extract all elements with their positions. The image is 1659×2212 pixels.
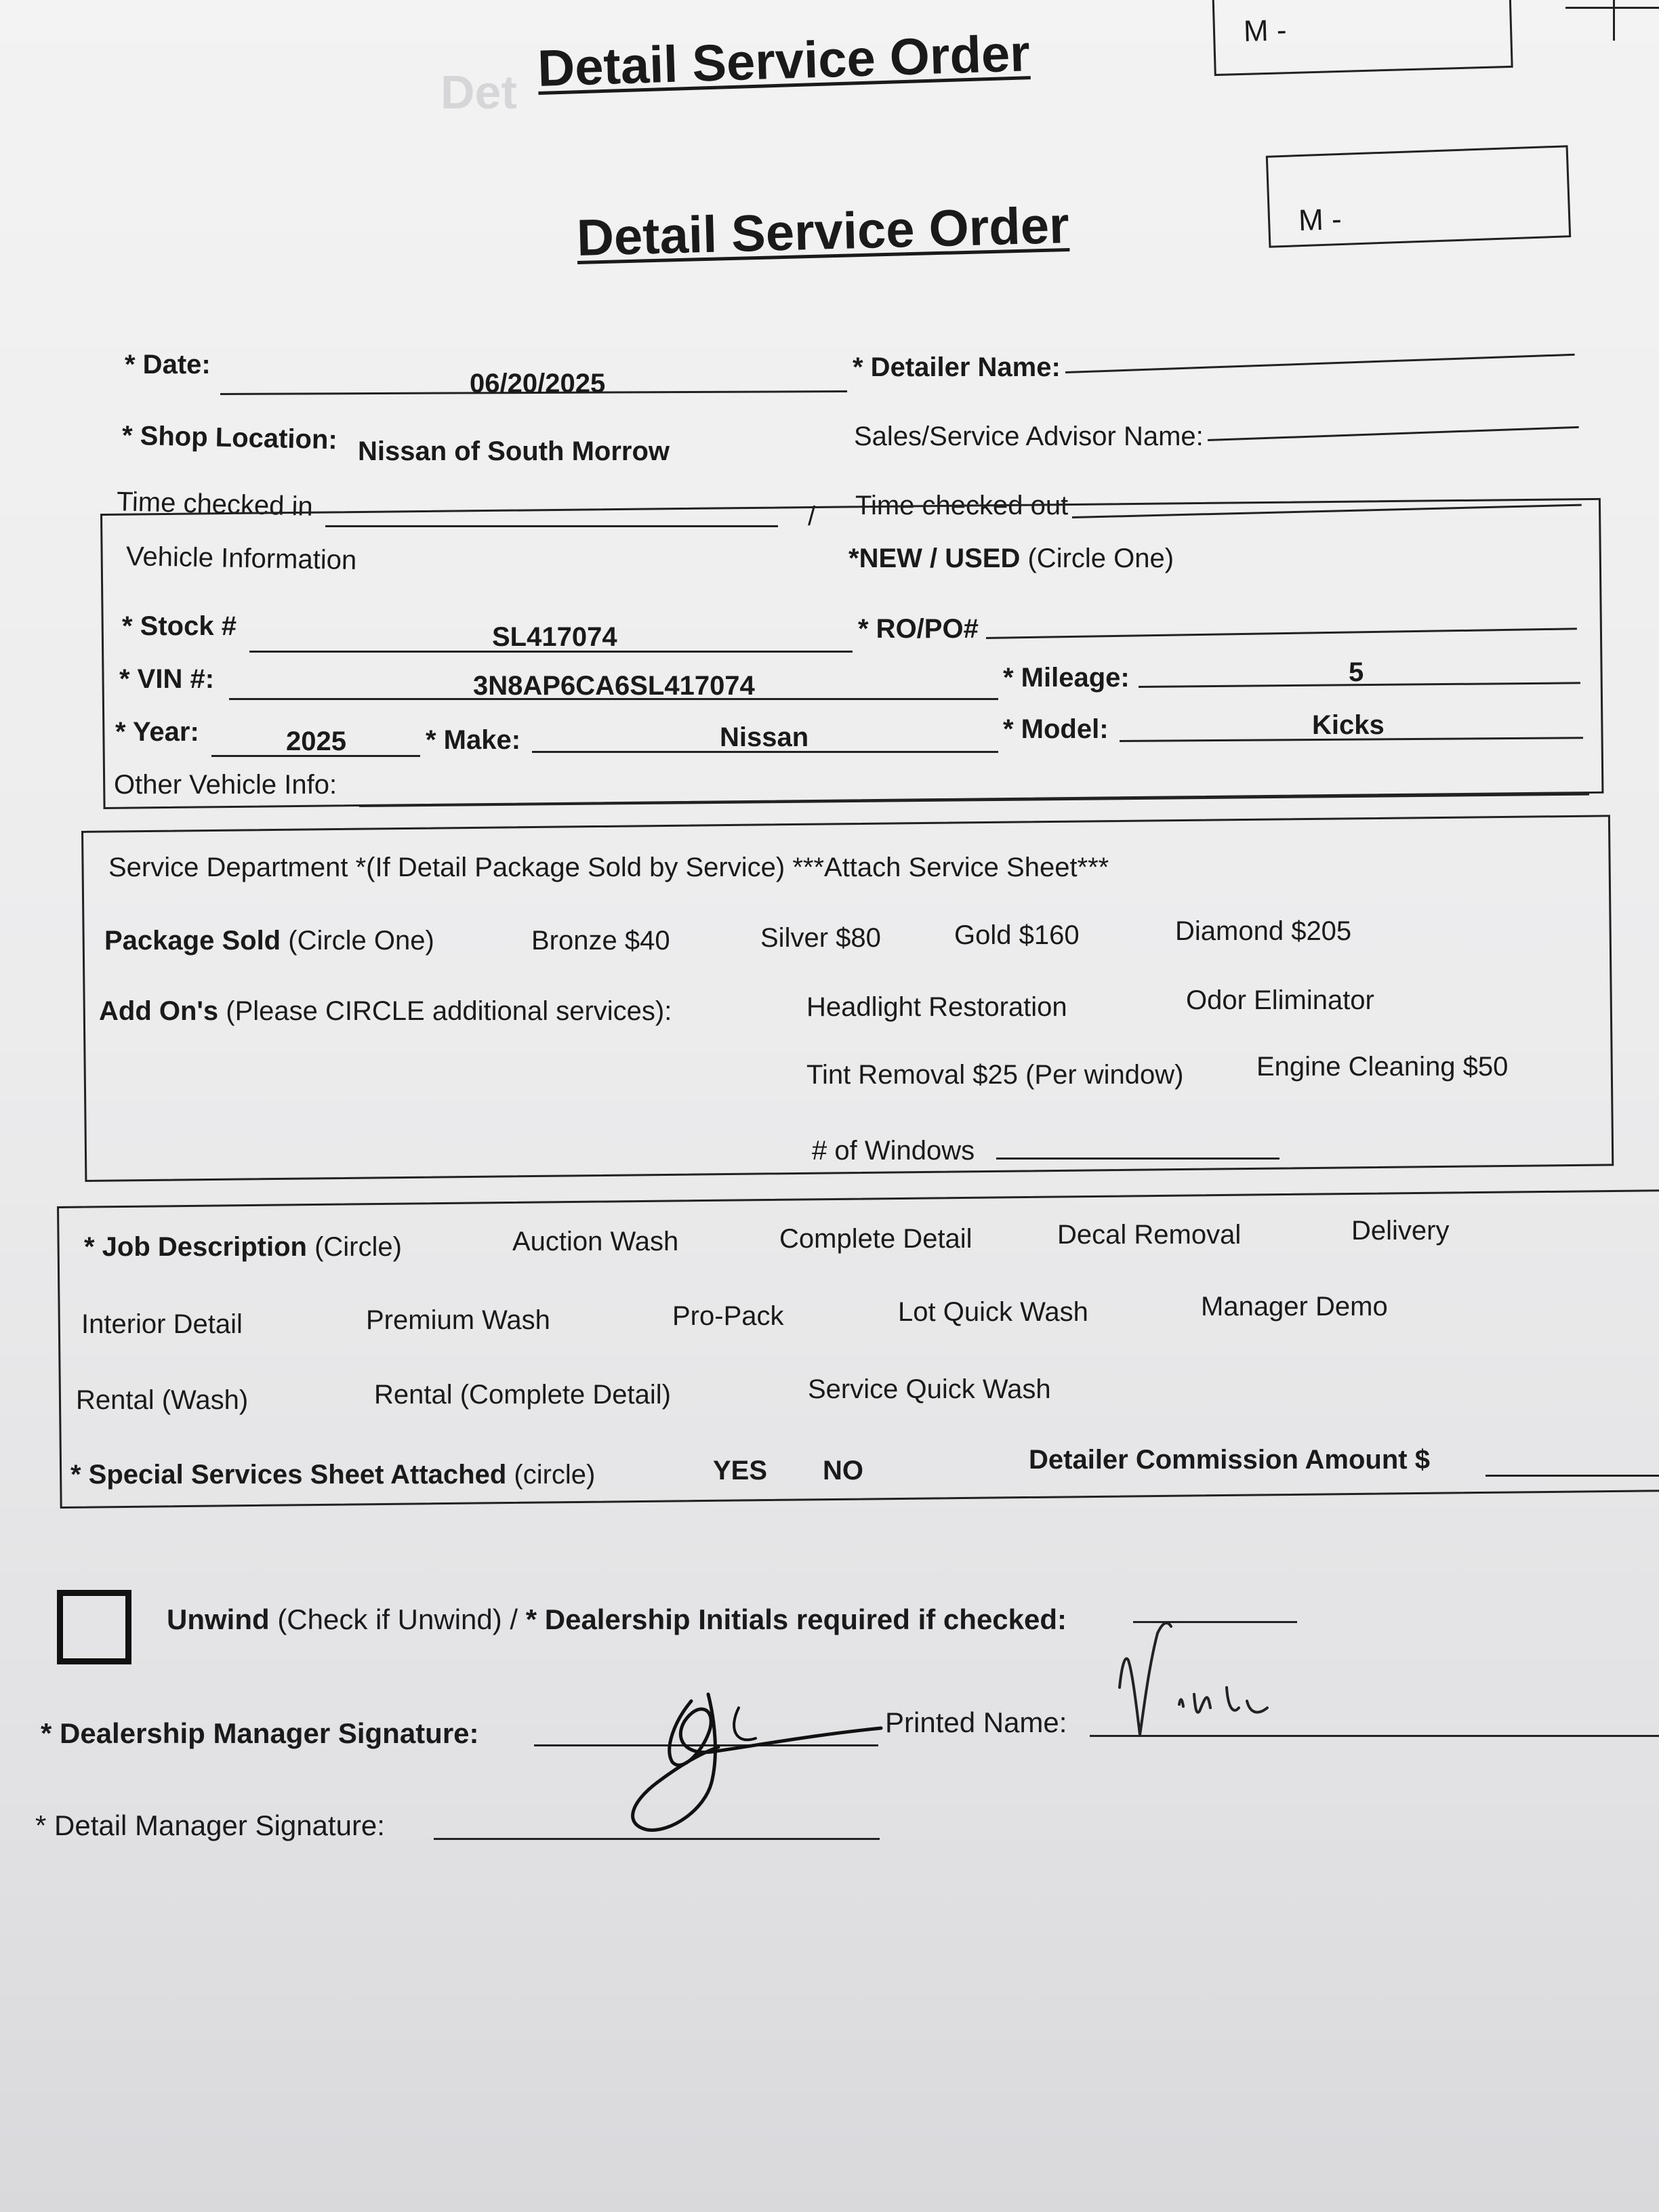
job-rental-wash[interactable]: Rental (Wash) [76, 1385, 249, 1415]
back-page-m-label: M - [1243, 14, 1288, 48]
job-decal-removal[interactable]: Decal Removal [1057, 1220, 1242, 1250]
special-services-label: * Special Services Sheet Attached [70, 1460, 507, 1490]
advisor-name-label: Sales/Service Advisor Name: [854, 422, 1204, 451]
shop-location-value[interactable]: Nissan of South Morrow [358, 436, 670, 466]
make-label: * Make: [426, 725, 521, 755]
advisor-name-line[interactable] [1208, 426, 1579, 441]
addon-headlight-restoration[interactable]: Headlight Restoration [806, 992, 1067, 1022]
new-used-selector[interactable] [848, 544, 1174, 574]
special-services-circle-note: (circle) [514, 1460, 596, 1490]
back-page-m-box [1212, 0, 1513, 76]
package-sold-label: Package Sold [104, 926, 281, 956]
job-rental-complete-detail[interactable]: Rental (Complete Detail) [374, 1380, 671, 1410]
manager-signature-drawing [596, 1681, 895, 1843]
new-used-label: *NEW / USED [848, 544, 1021, 573]
mileage-value[interactable]: 5 [1349, 657, 1364, 687]
detail-manager-signature-label: * Detail Manager Signature: [35, 1809, 385, 1841]
package-gold[interactable]: Gold $160 [954, 920, 1080, 950]
year-label: * Year: [115, 717, 199, 747]
vin-value[interactable]: 3N8AP6CA6SL417074 [473, 671, 755, 701]
model-value[interactable]: Kicks [1312, 710, 1385, 740]
unwind-label: Unwind [167, 1603, 270, 1635]
windows-count-label: # of Windows [812, 1136, 975, 1166]
model-label: * Model: [1003, 714, 1109, 744]
year-value[interactable]: 2025 [286, 726, 346, 756]
unwind-row [167, 1603, 1067, 1636]
time-slash: / [808, 501, 816, 531]
service-department-heading: Service Department *(If Detail Package Sold by Service) ***Attach Service Sheet*** [108, 853, 1109, 882]
job-description-label: * Job Description [84, 1232, 307, 1262]
new-used-circle-note: (Circle One) [1027, 544, 1174, 573]
ro-po-label: * RO/PO# [858, 614, 979, 644]
add-ons-row [99, 996, 672, 1027]
special-services-yes[interactable]: YES [713, 1456, 768, 1486]
special-services-row [70, 1460, 595, 1490]
add-ons-note: (Please CIRCLE additional services): [226, 996, 672, 1026]
m-number-box [1266, 145, 1571, 247]
mileage-label: * Mileage: [1003, 663, 1130, 693]
make-value[interactable]: Nissan [720, 722, 809, 752]
job-description-circle-note: (Circle) [314, 1232, 402, 1262]
special-services-no[interactable]: NO [823, 1456, 863, 1486]
unwind-checkbox[interactable] [57, 1590, 131, 1664]
printed-name-label: Printed Name: [885, 1706, 1067, 1738]
m-number-label: M - [1298, 202, 1343, 238]
job-complete-detail[interactable]: Complete Detail [779, 1224, 972, 1254]
commission-line[interactable] [1486, 1475, 1659, 1477]
windows-count-line[interactable] [996, 1158, 1279, 1160]
unwind-note: (Check if Unwind) / [277, 1603, 526, 1635]
addon-tint-removal[interactable]: Tint Removal $25 (Per window) [806, 1060, 1184, 1090]
shop-location-label: * Shop Location: [121, 420, 338, 455]
detailer-name-line[interactable] [1065, 354, 1575, 373]
job-service-quick-wash[interactable]: Service Quick Wash [808, 1374, 1051, 1404]
add-ons-label: Add On's [99, 996, 219, 1026]
other-vehicle-info-label: Other Vehicle Info: [114, 770, 337, 800]
date-label: * Date: [125, 350, 211, 380]
date-value[interactable]: 06/20/2025 [470, 369, 606, 398]
commission-label: Detailer Commission Amount $ [1029, 1445, 1430, 1475]
addon-odor-eliminator[interactable]: Odor Eliminator [1186, 985, 1374, 1015]
package-silver[interactable]: Silver $80 [760, 923, 881, 953]
back-page-title: Detail Service Order [537, 24, 1031, 98]
vehicle-info-heading: Vehicle Information [125, 541, 357, 575]
job-description-heading-row [84, 1232, 402, 1263]
back-page-corner-tick [1613, 0, 1615, 41]
package-sold-circle-note: (Circle One) [288, 926, 434, 956]
vin-label: * VIN #: [119, 664, 215, 694]
initials-drawing [1105, 1613, 1294, 1755]
package-bronze[interactable]: Bronze $40 [531, 926, 670, 956]
job-manager-demo[interactable]: Manager Demo [1201, 1292, 1388, 1322]
job-interior-detail[interactable]: Interior Detail [81, 1309, 243, 1339]
page-title: Detail Service Order [576, 196, 1070, 267]
dealership-manager-signature-label: * Dealership Manager Signature: [41, 1717, 479, 1749]
job-premium-wash[interactable]: Premium Wash [366, 1305, 550, 1335]
time-out-label: Time checked out [855, 491, 1069, 520]
detailer-name-label: * Detailer Name: [853, 352, 1061, 382]
package-sold-row [104, 926, 434, 956]
back-page-corner-line [1565, 7, 1659, 9]
unwind-initials-required: * Dealership Initials required if checked: [525, 1603, 1067, 1635]
job-delivery[interactable]: Delivery [1351, 1216, 1450, 1246]
stock-value[interactable]: SL417074 [492, 622, 617, 652]
job-pro-pack[interactable]: Pro-Pack [672, 1301, 784, 1331]
job-auction-wash[interactable]: Auction Wash [512, 1227, 679, 1256]
job-lot-quick-wash[interactable]: Lot Quick Wash [898, 1297, 1088, 1327]
stock-label: * Stock # [122, 611, 237, 641]
package-diamond[interactable]: Diamond $205 [1175, 916, 1352, 946]
time-in-label: Time checked in [116, 487, 314, 522]
addon-engine-cleaning[interactable]: Engine Cleaning $50 [1256, 1052, 1509, 1082]
back-page-ghost-title: Det [441, 66, 517, 119]
